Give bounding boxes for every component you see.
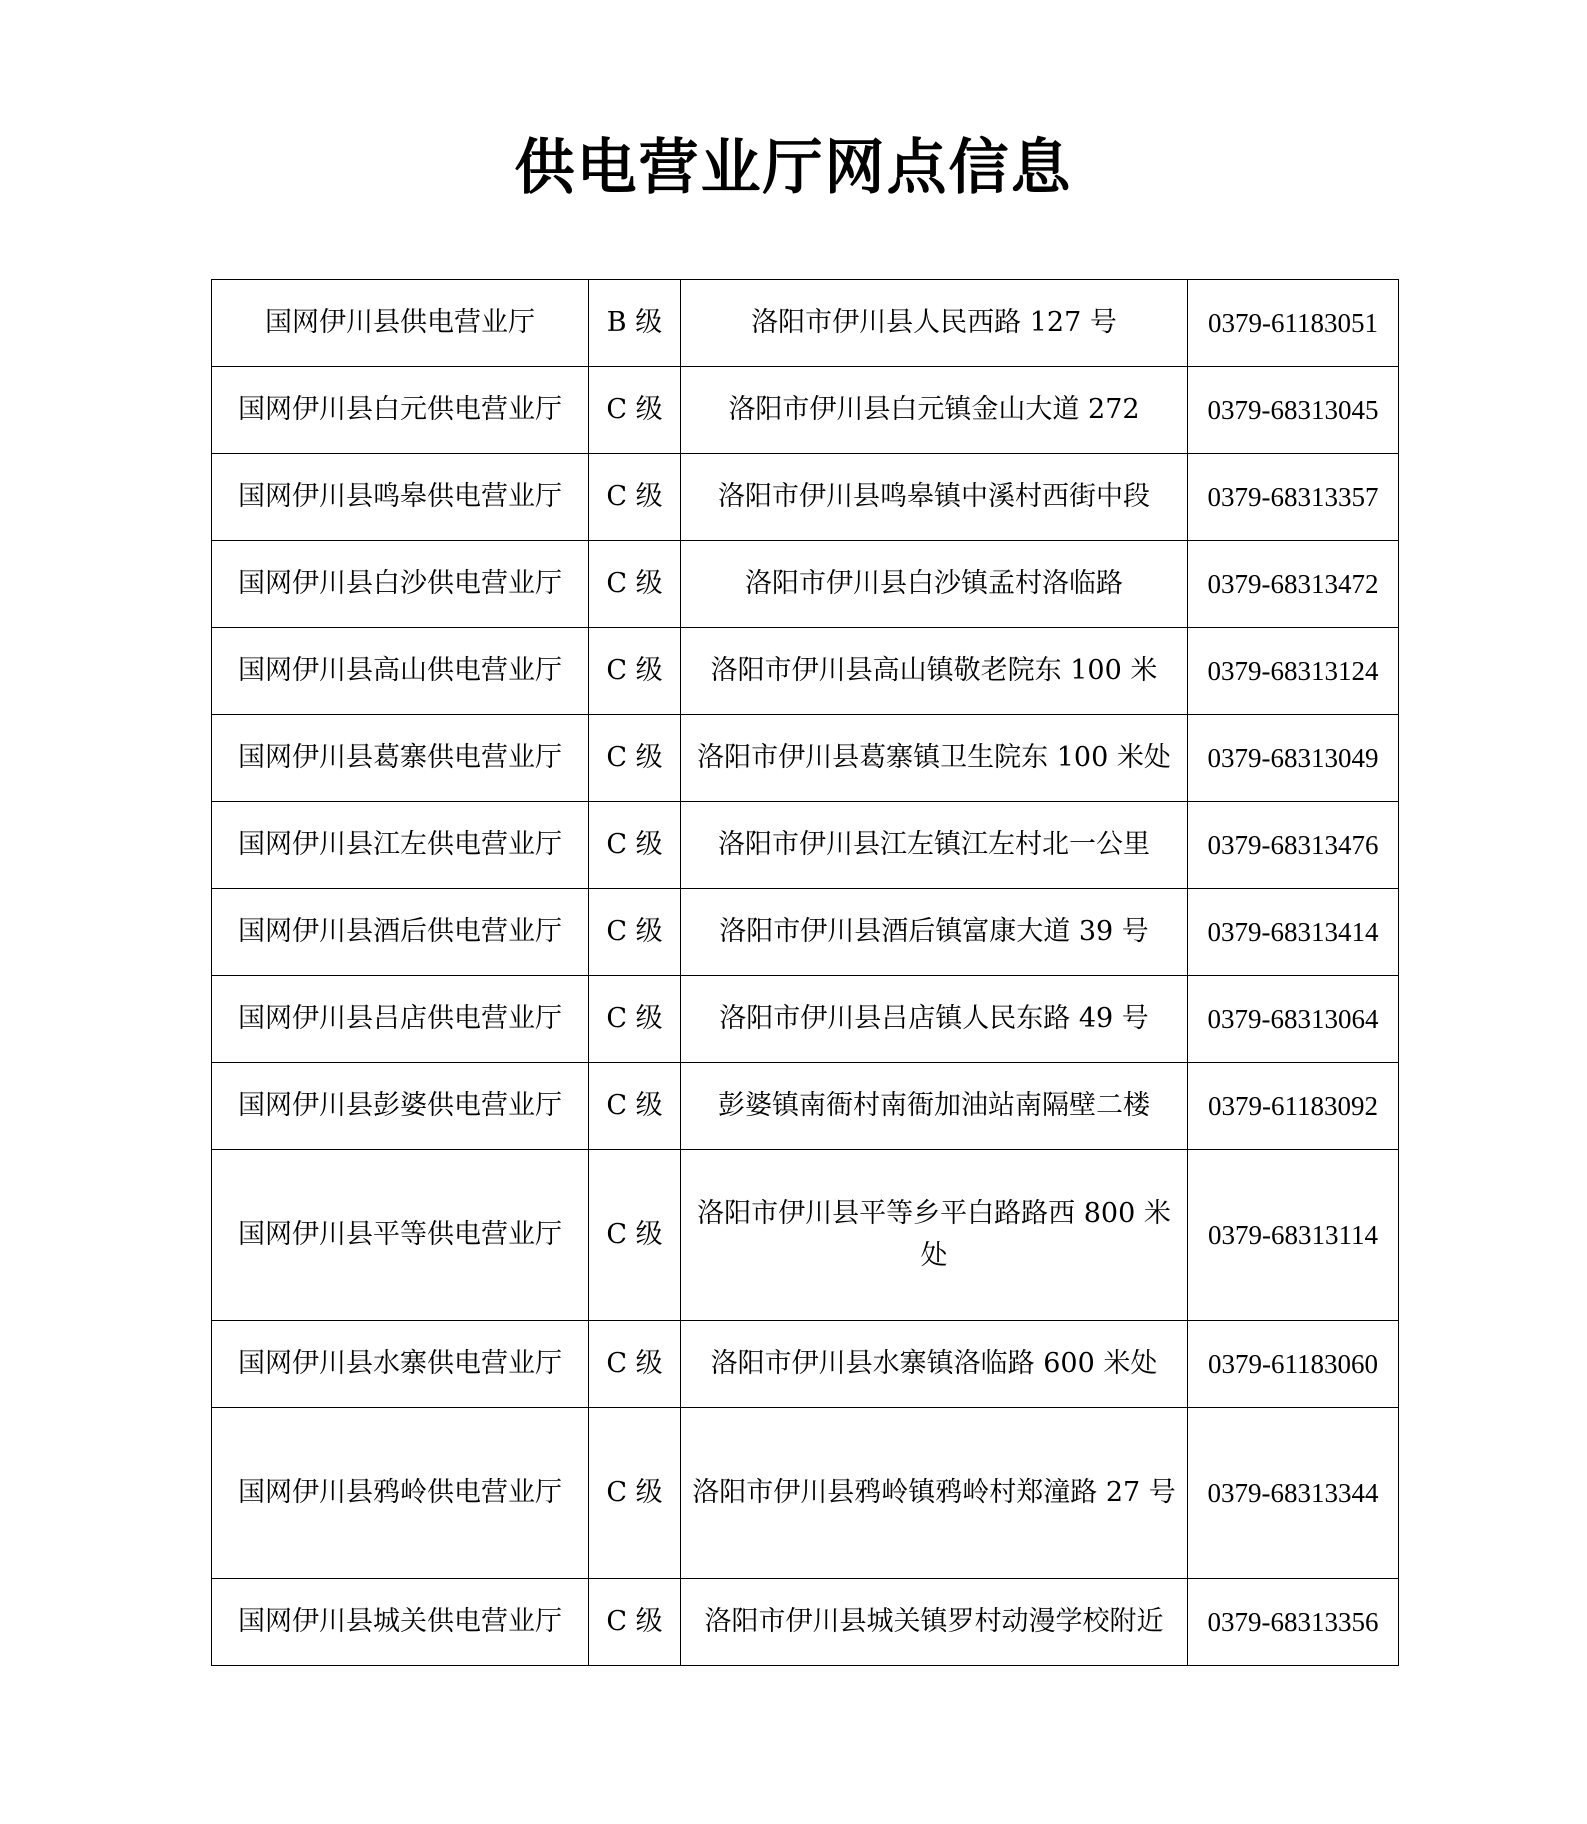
outlet-address: 洛阳市伊川县吕店镇人民东路 49 号 — [681, 976, 1188, 1063]
outlet-grade: C 级 — [589, 889, 681, 976]
outlet-table-body — [212, 280, 1399, 1666]
outlet-grade: C 级 — [589, 1150, 681, 1321]
outlet-phone: 0379-68313124 — [1188, 628, 1399, 715]
outlet-phone: 0379-68313045 — [1188, 367, 1399, 454]
outlet-grade: B 级 — [589, 280, 681, 367]
outlet-table — [211, 279, 1399, 1666]
outlet-phone: 0379-61183092 — [1188, 1063, 1399, 1150]
outlet-name: 国网伊川县高山供电营业厅 — [212, 628, 589, 715]
outlet-phone: 0379-68313344 — [1188, 1408, 1399, 1579]
outlet-grade: C 级 — [589, 541, 681, 628]
outlet-name: 国网伊川县城关供电营业厅 — [212, 1579, 589, 1666]
outlet-phone: 0379-61183051 — [1188, 280, 1399, 367]
page-title: 供电营业厅网点信息 — [514, 133, 1073, 203]
outlet-grade: C 级 — [589, 1321, 681, 1408]
outlet-name: 国网伊川县酒后供电营业厅 — [212, 889, 589, 976]
outlet-address: 洛阳市伊川县白元镇金山大道 272 — [681, 367, 1188, 454]
table-row — [212, 541, 1399, 628]
outlet-grade: C 级 — [589, 715, 681, 802]
table-row — [212, 889, 1399, 976]
outlet-name: 国网伊川县葛寨供电营业厅 — [212, 715, 589, 802]
table-row — [212, 454, 1399, 541]
table-row — [212, 1408, 1399, 1579]
outlet-name: 国网伊川县水寨供电营业厅 — [212, 1321, 589, 1408]
outlet-grade: C 级 — [589, 367, 681, 454]
table-row — [212, 1150, 1399, 1321]
outlet-address: 洛阳市伊川县城关镇罗村动漫学校附近 — [681, 1579, 1188, 1666]
table-row — [212, 367, 1399, 454]
outlet-phone: 0379-61183060 — [1188, 1321, 1399, 1408]
table-row — [212, 1063, 1399, 1150]
table-row — [212, 802, 1399, 889]
outlet-address: 洛阳市伊川县酒后镇富康大道 39 号 — [681, 889, 1188, 976]
outlet-address: 洛阳市伊川县白沙镇孟村洛临路 — [681, 541, 1188, 628]
outlet-address: 洛阳市伊川县葛寨镇卫生院东 100 米处 — [681, 715, 1188, 802]
outlet-grade: C 级 — [589, 1579, 681, 1666]
outlet-address: 洛阳市伊川县人民西路 127 号 — [681, 280, 1188, 367]
outlet-grade: C 级 — [589, 1063, 681, 1150]
outlet-phone: 0379-68313114 — [1188, 1150, 1399, 1321]
table-row — [212, 976, 1399, 1063]
outlet-grade: C 级 — [589, 454, 681, 541]
table-row — [212, 1579, 1399, 1666]
outlet-address: 洛阳市伊川县鸦岭镇鸦岭村郑潼路 27 号 — [681, 1408, 1188, 1579]
outlet-address: 洛阳市伊川县平等乡平白路路西 800 米处 — [681, 1150, 1188, 1321]
outlet-address: 洛阳市伊川县江左镇江左村北一公里 — [681, 802, 1188, 889]
table-row — [212, 1321, 1399, 1408]
table-row — [212, 628, 1399, 715]
outlet-name: 国网伊川县白沙供电营业厅 — [212, 541, 589, 628]
outlet-name: 国网伊川县吕店供电营业厅 — [212, 976, 589, 1063]
outlet-phone: 0379-68313414 — [1188, 889, 1399, 976]
outlet-address: 洛阳市伊川县高山镇敬老院东 100 米 — [681, 628, 1188, 715]
outlet-phone: 0379-68313356 — [1188, 1579, 1399, 1666]
outlet-address: 洛阳市伊川县水寨镇洛临路 600 米处 — [681, 1321, 1188, 1408]
outlet-grade: C 级 — [589, 976, 681, 1063]
outlet-name: 国网伊川县白元供电营业厅 — [212, 367, 589, 454]
outlet-name: 国网伊川县江左供电营业厅 — [212, 802, 589, 889]
outlet-name: 国网伊川县平等供电营业厅 — [212, 1150, 589, 1321]
table-row — [212, 715, 1399, 802]
outlet-address: 彭婆镇南衙村南衙加油站南隔壁二楼 — [681, 1063, 1188, 1150]
outlet-grade: C 级 — [589, 1408, 681, 1579]
outlet-name: 国网伊川县鸣皋供电营业厅 — [212, 454, 589, 541]
outlet-name: 国网伊川县鸦岭供电营业厅 — [212, 1408, 589, 1579]
outlet-phone: 0379-68313476 — [1188, 802, 1399, 889]
outlet-phone: 0379-68313357 — [1188, 454, 1399, 541]
outlet-phone: 0379-68313472 — [1188, 541, 1399, 628]
outlet-name: 国网伊川县供电营业厅 — [212, 280, 589, 367]
outlet-name: 国网伊川县彭婆供电营业厅 — [212, 1063, 589, 1150]
outlet-grade: C 级 — [589, 802, 681, 889]
outlet-phone: 0379-68313049 — [1188, 715, 1399, 802]
outlet-grade: C 级 — [589, 628, 681, 715]
outlet-phone: 0379-68313064 — [1188, 976, 1399, 1063]
table-row — [212, 280, 1399, 367]
outlet-address: 洛阳市伊川县鸣皋镇中溪村西街中段 — [681, 454, 1188, 541]
